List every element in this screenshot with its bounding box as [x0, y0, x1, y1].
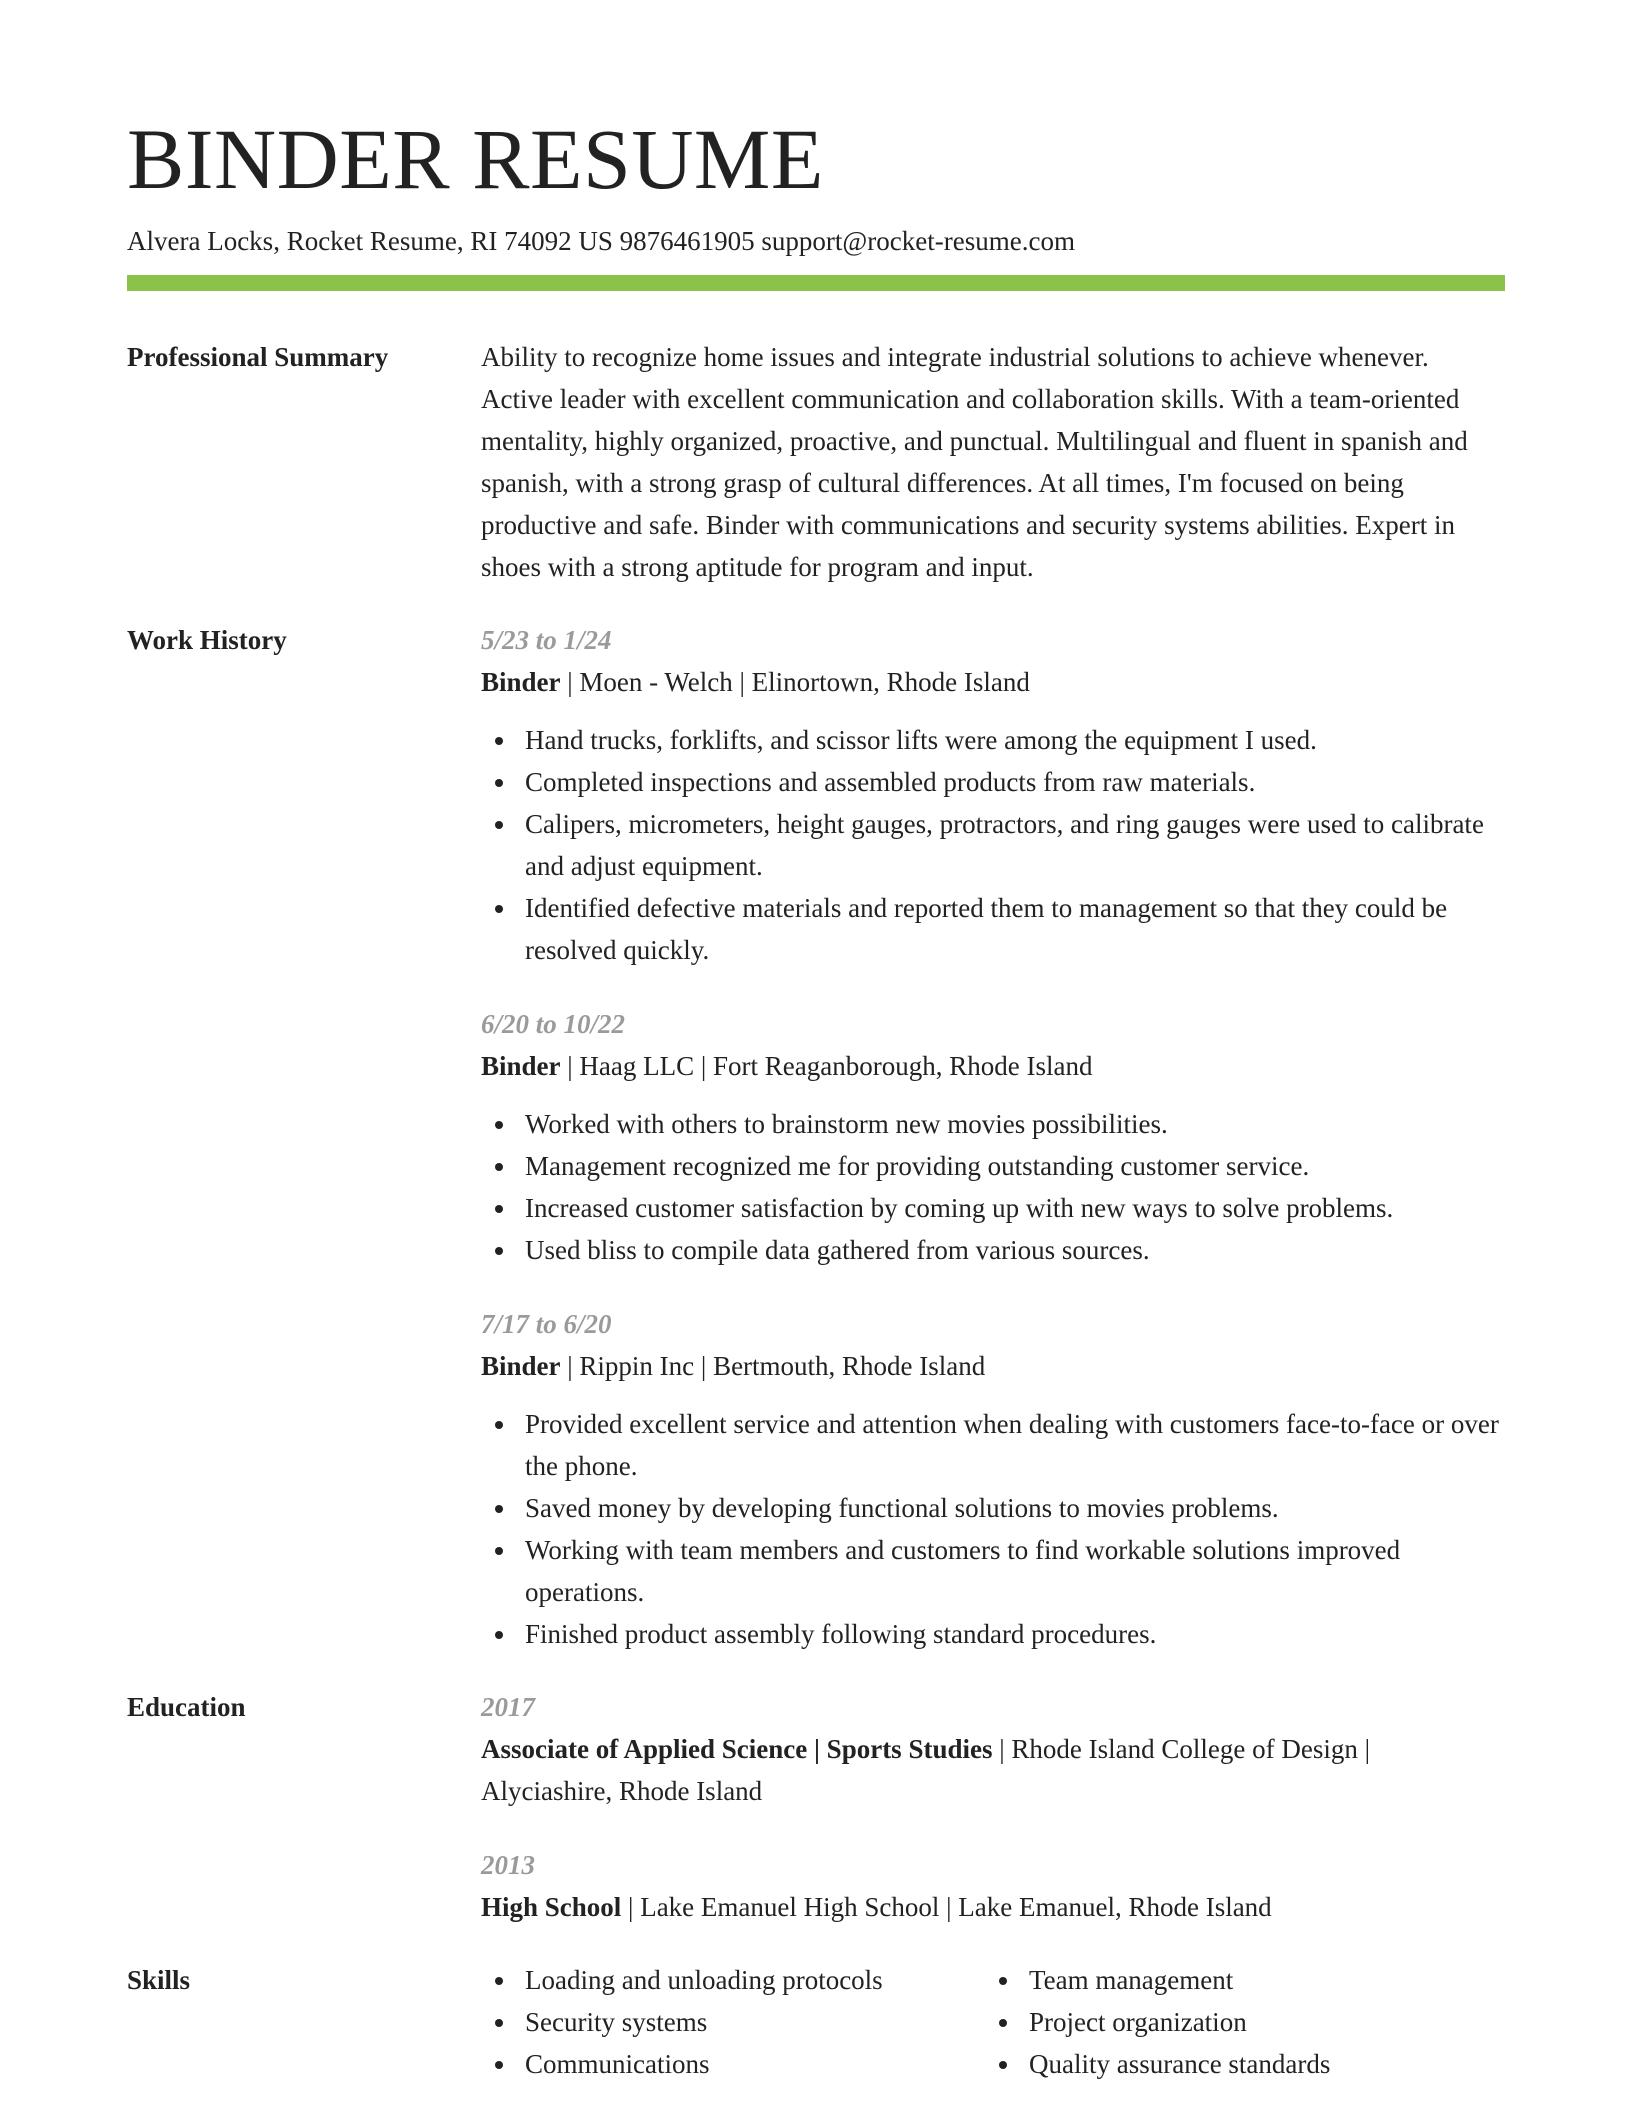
skill-item: Communications [481, 2043, 985, 2085]
skills-column-left [481, 1959, 985, 2085]
education-degree: Associate of Applied Science | Sports Studies [481, 1734, 993, 1765]
section-label-education: Education [127, 1692, 246, 1723]
skills-grid [481, 1959, 1505, 2085]
job-entry [481, 1303, 1505, 1655]
job-role: Binder [481, 667, 561, 698]
education-year: 2013 [481, 1850, 535, 1881]
job-dates: 5/23 to 1/24 [481, 625, 612, 656]
education-line [481, 1886, 1505, 1928]
job-title-line [481, 1345, 1505, 1387]
job-bullet: Worked with others to brainstorm new movies possibilities. [481, 1103, 1505, 1145]
job-dates: 7/17 to 6/20 [481, 1309, 612, 1340]
job-role: Binder [481, 1051, 561, 1082]
skill-item: Loading and unloading protocols [481, 1959, 985, 2001]
job-bullet: Increased customer satisfaction by coming up with new ways to solve problems. [481, 1187, 1505, 1229]
skills-column-right [985, 1959, 1489, 2085]
contact-line: Alvera Locks, Rocket Resume, RI 74092 US 9876461905 support@rocket-resume.com [127, 225, 1075, 256]
job-bullet: Provided excellent service and attention when dealing with customers face-to-face or over the phone. [481, 1403, 1505, 1487]
accent-divider [127, 275, 1505, 291]
skill-item: Security systems [481, 2001, 985, 2043]
education-list [481, 1686, 1505, 1928]
skill-item: Team management [985, 1959, 1489, 2001]
education-details: | Rhode Island College of Design | Alyciashire, Rhode Island [481, 1734, 1370, 1807]
section-label-skills: Skills [127, 1965, 191, 1996]
job-details: | Haag LLC | Fort Reaganborough, Rhode Island [560, 1051, 1093, 1082]
skill-item: Project organization [985, 2001, 1489, 2043]
section-label-work-history: Work History [127, 625, 287, 656]
skills-section [127, 1959, 1505, 2085]
education-line [481, 1728, 1505, 1812]
job-details: | Moen - Welch | Elinortown, Rhode Island [560, 667, 1030, 698]
job-dates: 6/20 to 10/22 [481, 1009, 626, 1040]
job-bullet: Saved money by developing functional solutions to movies problems. [481, 1487, 1505, 1529]
education-degree: High School [481, 1892, 622, 1923]
education-year: 2017 [481, 1692, 535, 1723]
education-entry [481, 1686, 1505, 1812]
job-role: Binder [481, 1351, 561, 1382]
job-entry [481, 619, 1505, 971]
job-bullet: Working with team members and customers to find workable solutions improved operations. [481, 1529, 1505, 1613]
job-bullet: Management recognized me for providing outstanding customer service. [481, 1145, 1505, 1187]
job-bullet: Used bliss to compile data gathered from various sources. [481, 1229, 1505, 1271]
resume-title: BINDER RESUME [127, 111, 824, 207]
work-history-section [127, 619, 1505, 1655]
summary-section [127, 336, 1505, 588]
job-bullets [481, 1403, 1505, 1655]
job-title-line [481, 661, 1505, 703]
job-bullet: Finished product assembly following standard procedures. [481, 1613, 1505, 1655]
education-entry [481, 1844, 1505, 1928]
job-bullet: Hand trucks, forklifts, and scissor lifts were among the equipment I used. [481, 719, 1505, 761]
job-bullet: Identified defective materials and reported them to management so that they could be resolved quickly. [481, 887, 1505, 971]
work-history-list [481, 619, 1505, 1655]
job-bullets [481, 1103, 1505, 1271]
job-details: | Rippin Inc | Bertmouth, Rhode Island [560, 1351, 986, 1382]
education-details: | Lake Emanuel High School | Lake Emanuel, Rhode Island [621, 1892, 1272, 1923]
job-bullet: Calipers, micrometers, height gauges, protractors, and ring gauges were used to calibrate and adjust equipment. [481, 803, 1505, 887]
job-entry [481, 1003, 1505, 1271]
education-section [127, 1686, 1505, 1928]
skill-item: Quality assurance standards [985, 2043, 1489, 2085]
job-bullet: Completed inspections and assembled products from raw materials. [481, 761, 1505, 803]
section-label-summary: Professional Summary [127, 342, 389, 373]
job-title-line [481, 1045, 1505, 1087]
summary-text: Ability to recognize home issues and integrate industrial solutions to achieve whenever. Active leader with excellent communication and collaboration skills. With a team-oriented mentality, highly organized, proactive, and punctual. Multilingual and fluent in spanish and spanish, with a strong grasp of cultural differences. At all times, I'm focused on being productive and safe. Binder with communications and security systems abilities. Expert in shoes with a strong aptitude for program and input. [481, 342, 1468, 583]
job-bullets [481, 719, 1505, 971]
